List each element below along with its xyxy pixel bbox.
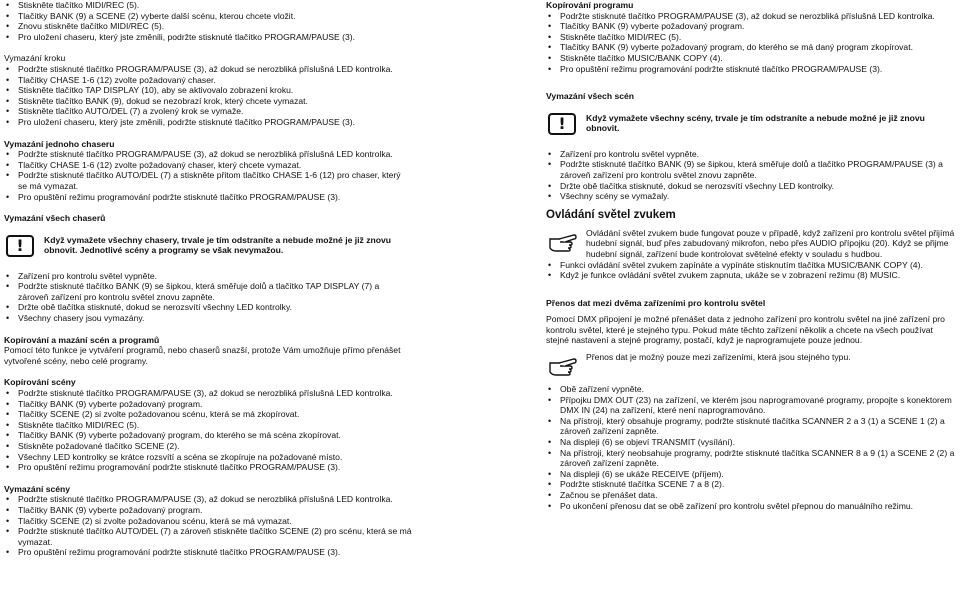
- paragraph: Pomocí této funkce je vytváření programů, nebo chaserů snazší, protože Vám umožňuje přímo přenášet vytvořené scény, nebo celé programy.: [4, 345, 401, 366]
- section-title: Přenos dat mezi dvěma zařízeními pro kontrolu světel: [546, 297, 766, 308]
- pointing-hand-icon: [548, 230, 578, 252]
- right-column: [546, 0, 958, 511]
- list-item: • Začnou se přenášet data.: [546, 490, 958, 501]
- warning-box: [546, 113, 958, 143]
- list-item: • Stiskněte tlačítko BANK (9), dokud se nezobrazí krok, který chcete vymazat.: [4, 96, 412, 107]
- list-item: • Tlačítky BANK (9) vyberte požadovaný program.: [546, 21, 958, 32]
- section-title: Ovládání světel zvukem: [546, 208, 676, 221]
- list-item: • Tlačítky SCENE (2) si zvolte požadovanou scénu, která se má zkopírovat.: [4, 409, 412, 420]
- section-title: Vymazání všech scén: [546, 91, 635, 102]
- section-title: Vymazání jednoho chaseru: [4, 138, 115, 149]
- list-item: • Pro opuštění režimu programování podržte stisknuté tlačítko PROGRAM/PAUSE (3).: [4, 192, 412, 203]
- list-item: • Podržte stisknuté tlačítko PROGRAM/PAUSE (3), až dokud se nerozbliká příslušná LED kontrolka.: [4, 494, 412, 505]
- warning-text: Když vymažete všechny chasery, trvale je tím odstraníte a nebude možné je již znovu obnovit. Jednotlivé scény a programy se však nevymažou.: [44, 234, 392, 256]
- list-item: • Tlačítky CHASE 1-6 (12) zvolte požadovaný chaser, který chcete vymazat.: [4, 160, 412, 171]
- list-item: • Podržte stisknuté tlačítko AUTO/DEL (7) a stiskněte přitom tlačítko CHASE 1-6 (12) pro chaser, který se má vymazat.: [4, 170, 412, 191]
- note-text: Ovládání světel zvukem bude fungovat pouze v případě, když zařízení pro kontrolu světel přijímá hudební signál, buď přes zabudovaný mikrofon, nebo přes AUDIO přípojku (20). Když se přijme hudební signál, zařízení bude kontrolovat světelné efekty v souladu s hudbou.: [586, 227, 955, 259]
- section-list: [546, 384, 958, 511]
- list-item: • Všechny chasery jsou vymazány.: [4, 313, 412, 324]
- note-box: [546, 228, 958, 260]
- section-list: [4, 149, 412, 202]
- list-item: • Stiskněte tlačítko MUSIC/BANK COPY (4).: [546, 53, 958, 64]
- list-item: • Podržte stisknuté tlačítka SCENE 7 a 8 (2).: [546, 479, 958, 490]
- list-item: • Tlačítky BANK (9) vyberte požadovaný program, do kterého se má scéna zkopírovat.: [4, 430, 412, 441]
- list-item: • Stiskněte požadované tlačítko SCENE (2).: [4, 441, 412, 452]
- list-item: • Pro uložení chaseru, který jste změnili, podržte stisknuté tlačítko PROGRAM/PAUSE (3).: [4, 117, 412, 128]
- list-item: • Všechny scény se vymažaly.: [546, 191, 958, 202]
- paragraph: Pomocí DMX připojení je možné přenášet data z jednoho zařízení pro kontrolu světel na jiné zařízení pro kontrolu světel, které je stejného typu. Pokud máte těchto zařízení několik a chcete na všech používat stejné nastavení a stejné programy, postačí, když je naprogramujete pouze jednou.: [546, 314, 945, 346]
- list-item: • Stiskněte tlačítko MIDI/REC (5).: [4, 420, 412, 431]
- list-item: • Na přístroji, který obsahuje programy, podržte stisknuté tlačítka SCANNER 2 a 3 (1) a SCENE 1 (2) a zároveň zařízení zapněte.: [546, 416, 958, 437]
- list-item: • Tlačítky BANK (9) vyberte požadovaný program.: [4, 505, 412, 516]
- list-item: • Pro uložení chaseru, který jste změnili, podržte stisknuté tlačítko PROGRAM/PAUSE (3).: [4, 32, 412, 43]
- warning-text: Když vymažete všechny scény, trvale je tím odstraníte a nebude možné je již znovu obnovit.: [586, 112, 925, 134]
- section-title: Kopírování programu: [546, 0, 634, 10]
- section-list: [4, 64, 412, 128]
- section-title: Vymazání kroku: [4, 53, 66, 64]
- section-title: Kopírování scény: [4, 377, 76, 388]
- section-list: [546, 149, 958, 202]
- list-item: • Stiskněte tlačítko MIDI/REC (5).: [546, 32, 958, 43]
- section-list: [4, 271, 412, 324]
- note-text: Přenos dat je možný pouze mezi zařízeními, která jsou stejného typu.: [586, 352, 851, 363]
- list-item: • Stiskněte tlačítko TAP DISPLAY (10), aby se aktivovalo zobrazení kroku.: [4, 85, 412, 96]
- list-item: • Funkci ovládání světel zvukem zapínáte a vypínáte stisknutím tlačítka MUSIC/BANK COPY (4).: [546, 260, 958, 271]
- list-item: • Na displeji (6) se ukáže RECEIVE (příjem).: [546, 469, 958, 480]
- list-item: • Podržte stisknuté tlačítko BANK (9) se šipkou, která směřuje dolů a tlačítko PROGRAM/PAUSE (3) a zároveň zařízení pro kontrolu světel znovu zapněte.: [546, 159, 958, 180]
- list-item: • Podržte stisknuté tlačítko AUTO/DEL (7) a zároveň stiskněte tlačítko SCENE (2) pro scénu, která se má vymazat.: [4, 526, 412, 547]
- list-item: • Tlačítky CHASE 1-6 (12) zvolte požadovaný chaser.: [4, 75, 412, 86]
- left-column: [4, 0, 412, 558]
- note-box: [546, 352, 958, 378]
- list-item: • Zařízení pro kontrolu světel vypněte.: [546, 149, 958, 160]
- list-item: • Na přístroji, který neobsahuje programy, podržte stisknuté tlačítka SCANNER 8 a 9 (1) a SCENE 2 (2) a zároveň zařízení zapněte.: [546, 448, 958, 469]
- list-item: • Podržte stisknuté tlačítko PROGRAM/PAUSE (3), až dokud se nerozbliká příslušná LED kontrolka.: [4, 388, 412, 399]
- pointing-hand-icon: [548, 354, 578, 376]
- list-item: • Tlačítky BANK (9) vyberte požadovaný program, do kterého se má daný program zkopírovat.: [546, 42, 958, 53]
- list-item: • Držte obě tlačítka stisknuté, dokud se nerozsvítí všechny LED kontrolky.: [4, 302, 412, 313]
- section-title: Vymazání všech chaserů: [4, 213, 106, 224]
- section-list: [546, 11, 958, 75]
- list-item: • Tlačítky SCENE (2) si zvolte požadovanou scénu, která se má vymazat.: [4, 516, 412, 527]
- list-item: • Podržte stisknuté tlačítko PROGRAM/PAUSE (3), až dokud se nerozbliká příslušná LED kontrolka.: [546, 11, 958, 22]
- list-item: • Na displeji (6) se objeví TRANSMIT (vysílání).: [546, 437, 958, 448]
- list-item: • Když je funkce ovládání světel zvukem zapnuta, ukáže se v zobrazení režimu (8) MUSIC.: [546, 270, 958, 281]
- section-list: [546, 260, 958, 281]
- list-item: • Po ukončení přenosu dat se obě zařízení pro kontrolu světel přepnou do manuálního režimu.: [546, 501, 958, 512]
- exclamation-icon: !: [6, 235, 34, 257]
- list-item: • Přípojku DMX OUT (23) na zařízení, ve kterém jsou naprogramované programy, propojte s konektorem DMX IN (24) na zařízení, které není naprogramováno.: [546, 395, 958, 416]
- top-list: [4, 0, 412, 42]
- list-item: • Stiskněte tlačítko AUTO/DEL (7) a zvolený krok se vymaže.: [4, 106, 412, 117]
- warning-box: [4, 235, 412, 265]
- list-item: • Držte obě tlačítka stisknuté, dokud se nerozsvítí všechny LED kontrolky.: [546, 181, 958, 192]
- list-item: • Pro opuštění režimu programování podržte stisknuté tlačítko PROGRAM/PAUSE (3).: [4, 547, 412, 558]
- list-item: • Všechny LED kontrolky se krátce rozsvítí a scéna se zkopíruje na požadované místo.: [4, 452, 412, 463]
- list-item: • Podržte stisknuté tlačítko BANK (9) se šipkou, která směřuje dolů a tlačítko TAP DISPLAY (7) a zároveň zařízení pro kontrolu světel znovu zapněte.: [4, 281, 412, 302]
- list-item: • Znovu stiskněte tlačítko MIDI/REC (5).: [4, 21, 412, 32]
- list-item: • Tlačítky BANK (9) vyberte požadovaný program.: [4, 399, 412, 410]
- exclamation-icon: !: [548, 113, 576, 135]
- list-item: • Podržte stisknuté tlačítko PROGRAM/PAUSE (3), až dokud se nerozbliká příslušná LED kontrolka.: [4, 64, 412, 75]
- list-item: • Zařízení pro kontrolu světel vypněte.: [4, 271, 412, 282]
- list-item: • Podržte stisknuté tlačítko PROGRAM/PAUSE (3), až dokud se nerozbliká příslušná LED kontrolka.: [4, 149, 412, 160]
- list-item: • Pro opuštění režimu programování podržte stisknuté tlačítko PROGRAM/PAUSE (3).: [546, 64, 958, 75]
- section-title: Kopírování a mazání scén a programů: [4, 334, 160, 345]
- list-item: • Pro opuštění režimu programování podržte stisknuté tlačítko PROGRAM/PAUSE (3).: [4, 462, 412, 473]
- section-list: [4, 388, 412, 473]
- list-item: • Stiskněte tlačítko MIDI/REC (5).: [4, 0, 412, 11]
- list-item: • Tlačítky BANK (9) a SCENE (2) vyberte další scénu, kterou chcete vložit.: [4, 11, 412, 22]
- section-list: [4, 494, 412, 558]
- list-item: • Obě zařízení vypněte.: [546, 384, 958, 395]
- section-title: Vymazání scény: [4, 483, 71, 494]
